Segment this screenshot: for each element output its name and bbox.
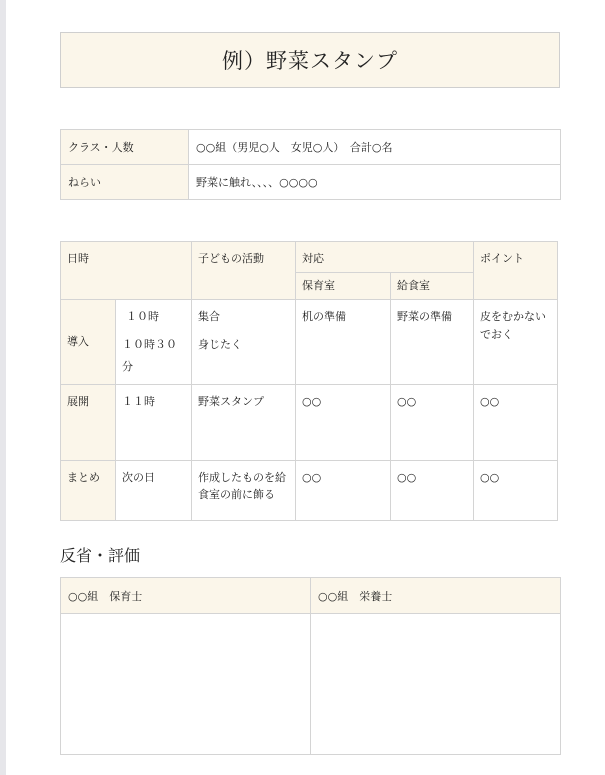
time-cell: １１時 (116, 385, 192, 461)
header-nursery: 保育室 (296, 273, 391, 300)
time-end: １０時３０分 (122, 338, 177, 373)
review-nurse-area (61, 614, 311, 755)
point-cell: 皮をむかないでおく (474, 300, 558, 385)
class-row (61, 130, 561, 165)
nursery-cell: ○○ (296, 385, 391, 461)
point-cell: ○○ (474, 385, 558, 461)
time-start: １０時 (126, 310, 159, 323)
nursery-cell: ○○ (296, 461, 391, 521)
class-label: クラス・人数 (61, 130, 189, 165)
activity-cell (192, 300, 296, 385)
kitchen-cell: 野菜の準備 (391, 300, 474, 385)
activity-cell: 作成したものを給食室の前に飾る (192, 461, 296, 521)
activity-line-2: 身じたく (198, 338, 242, 351)
header-activity: 子どもの活動 (192, 242, 296, 300)
phase-cell: 展開 (61, 385, 116, 461)
review-body-row (61, 614, 561, 755)
table-row (61, 385, 558, 461)
kitchen-cell: ○○ (391, 385, 474, 461)
table-row (61, 300, 558, 385)
kitchen-cell: ○○ (391, 461, 474, 521)
review-section-title: 反省・評価 (60, 546, 141, 565)
schedule-header-row (61, 242, 558, 273)
document-title: 例）野菜スタンプ (222, 49, 398, 73)
activity-line-1: 集合 (198, 310, 220, 323)
aim-label: ねらい (61, 165, 189, 200)
activity-cell: 野菜スタンプ (192, 385, 296, 461)
header-datetime: 日時 (61, 242, 192, 300)
aim-value: 野菜に触れ、、、、○○○○ (189, 165, 561, 200)
review-nutritionist-header: ○○組 栄養士 (311, 578, 561, 614)
time-cell (116, 300, 192, 385)
class-value: ○○組（男児○人 女児○人） 合計○名 (189, 130, 561, 165)
review-nutritionist-area (311, 614, 561, 755)
schedule-table (60, 241, 558, 521)
header-kitchen: 給食室 (391, 273, 474, 300)
phase-cell: 導入 (61, 300, 116, 385)
review-table (60, 577, 561, 755)
review-header-row (61, 578, 561, 614)
review-nurse-header: ○○組 保育士 (61, 578, 311, 614)
table-row (61, 461, 558, 521)
point-cell: ○○ (474, 461, 558, 521)
class-info-table (60, 129, 561, 200)
aim-row (61, 165, 561, 200)
time-cell: 次の日 (116, 461, 192, 521)
nursery-cell: 机の準備 (296, 300, 391, 385)
phase-cell: まとめ (61, 461, 116, 521)
viewer-left-edge (0, 0, 6, 775)
document-title-box (60, 32, 560, 88)
header-response: 対応 (296, 242, 474, 273)
header-point: ポイント (474, 242, 558, 300)
